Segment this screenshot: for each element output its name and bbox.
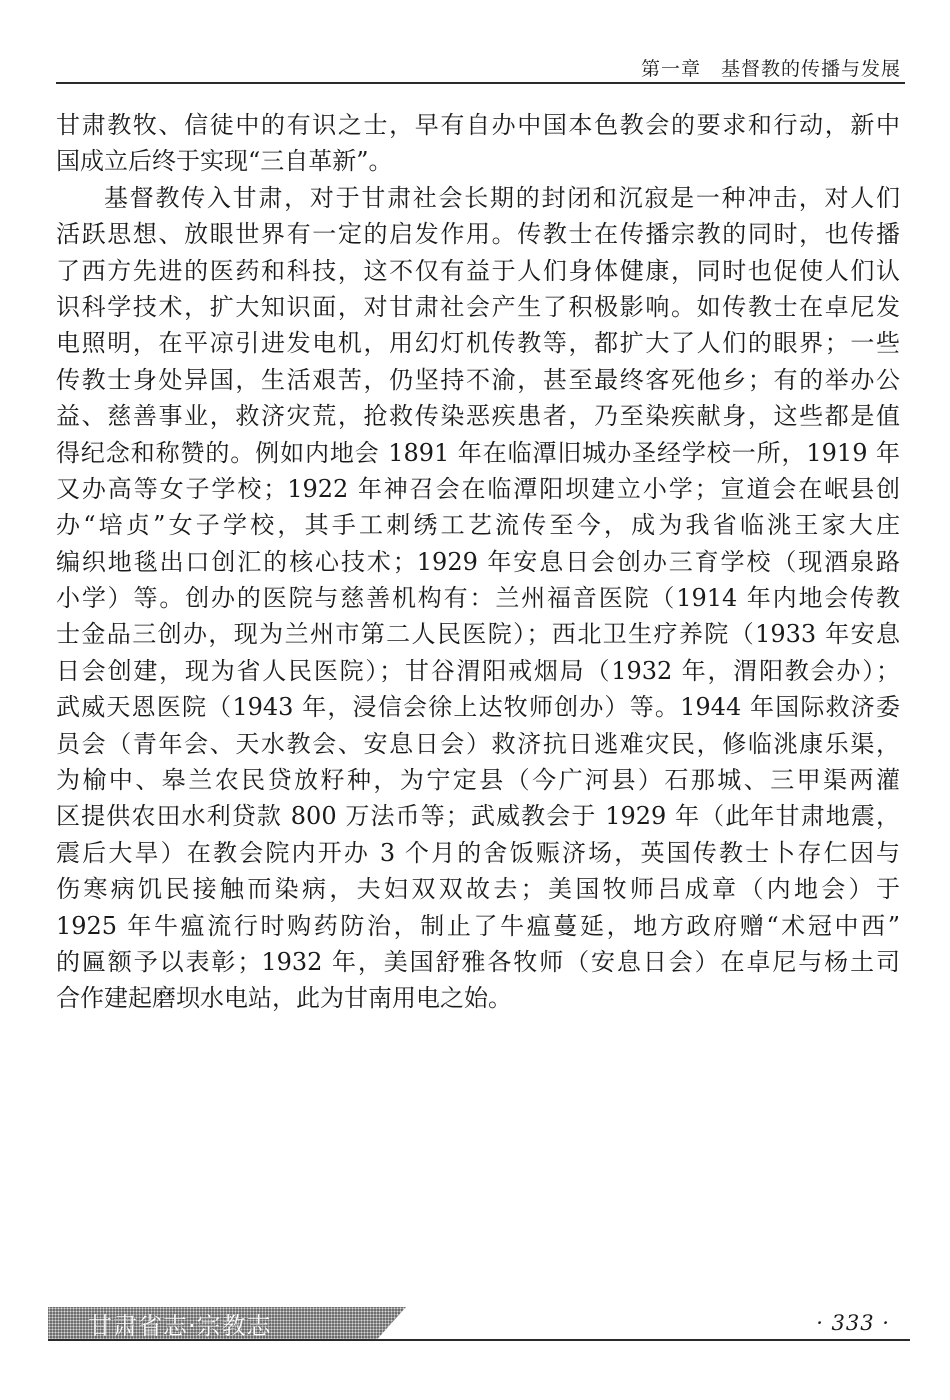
text-line: 基督教传入甘肃，对于甘肃社会长期的封闭和沉寂是一种冲击，对人们 — [104, 183, 900, 212]
text-line: 又办高等女子学校；1922 年神召会在临潭阳坝建立小学；宣道会在岷县创 — [56, 474, 900, 503]
chapter-title: 第一章 基督教的传播与发展 — [640, 58, 901, 80]
text-line: 员会（青年会、天水教会、安息日会）救济抗日逃难灾民，修临洮康乐渠， — [56, 729, 900, 758]
text-line: 武威天恩医院（1943 年，浸信会徐上达牧师创办）等。1944 年国际救济委 — [56, 693, 900, 722]
text-line: 士金品三创办，现为兰州市第二人民医院）；西北卫生疗养院（1933 年安息 — [56, 620, 900, 649]
text-line: 益、慈善事业，救济灾荒，抢救传染恶疾患者，乃至染疾献身，这些都是值 — [56, 402, 900, 431]
text-line: 甘肃教牧、信徒中的有识之士，早有自办中国本色教会的要求和行动，新中 — [56, 111, 900, 139]
footer-rule — [48, 1339, 910, 1341]
text-line: 1925 年牛瘟流行时购药防治，制止了牛瘟蔓延，地方政府赠“术冠中西” — [56, 911, 900, 940]
running-footer — [48, 1305, 910, 1345]
text-line: 合作建起磨坝水电站，此为甘南用电之始。 — [56, 984, 512, 1013]
text-line: 震后大旱）在教会院内开办 3 个月的舍饭赈济场，英国传教士卜存仁因与 — [56, 838, 900, 867]
text-line: 国成立后终于实现“三自革新”。 — [56, 147, 393, 176]
text-line: 伤寒病饥民接触而染病，夫妇双双故去；美国牧师吕成章（内地会）于 — [56, 875, 900, 904]
text-line: 的匾额予以表彰；1932 年，美国舒雅各牧师（安息日会）在卓尼与杨土司 — [56, 947, 900, 976]
text-line: 编织地毯出口创汇的核心技术；1929 年安息日会创办三育学校（现酒泉路 — [56, 547, 900, 576]
text-line: 了西方先进的医药和科技，这不仅有益于人们身体健康，同时也促使人们认 — [56, 256, 900, 285]
running-header — [56, 52, 905, 84]
text-line: 得纪念和称赞的。例如内地会 1891 年在临潭旧城办圣经学校一所，1919 年 — [56, 438, 900, 467]
text-line: 活跃思想、放眼世界有一定的启发作用。传教士在传播宗教的同时，也传播 — [56, 220, 900, 249]
text-line: 区提供农田水利贷款 800 万法币等；武威教会于 1929 年（此年甘肃地震， — [56, 802, 900, 831]
text-line: 办“培贞”女子学校，其手工刺绣工艺流传至今，成为我省临洮王家大庄 — [56, 511, 900, 540]
text-line: 电照明，在平凉引进发电机，用幻灯机传教等，都扩大了人们的眼界；一些 — [56, 329, 900, 358]
text-line: 识科学技术，扩大知识面，对甘肃社会产生了积极影响。如传教士在卓尼发 — [56, 292, 900, 321]
text-line: 传教士身处异国，生活艰苦，仍坚持不渝，甚至最终客死他乡；有的举办公 — [56, 365, 900, 394]
book-title: 甘肃省志·宗教志 — [88, 1312, 272, 1340]
text-line: 为榆中、皋兰农民贷放籽种，为宁定县（今广河县）石那城、三甲渠两灌 — [56, 766, 900, 795]
page-number: · 333 · — [816, 1311, 890, 1335]
text-line: 日会创建，现为省人民医院）；甘谷渭阳戒烟局（1932 年，渭阳教会办）； — [56, 656, 900, 685]
text-line: 小学）等。创办的医院与慈善机构有：兰州福音医院（1914 年内地会传教 — [56, 584, 900, 613]
body-text — [56, 107, 900, 1017]
